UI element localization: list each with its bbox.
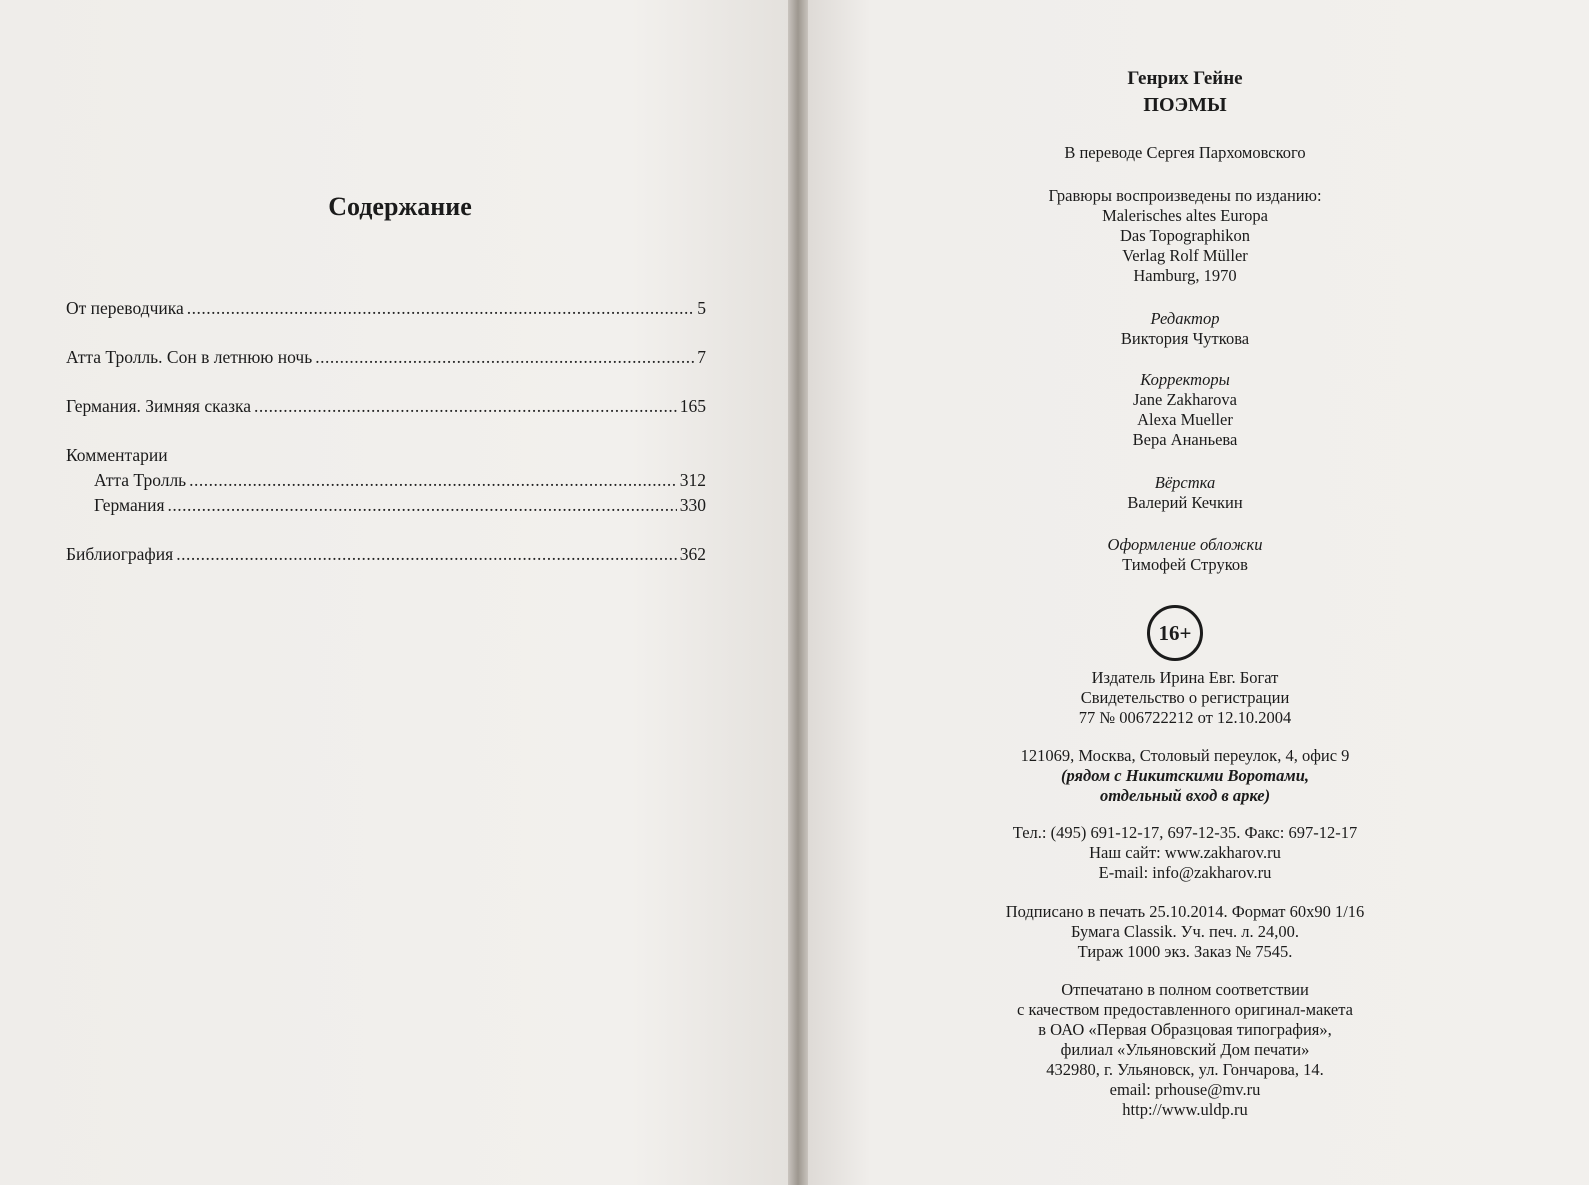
person-name: Jane Zakharova xyxy=(1133,390,1237,409)
contact-line: E-mail: info@zakharov.ru xyxy=(1098,863,1272,882)
toc-entry xyxy=(66,298,706,322)
engravings-line: Verlag Rolf Müller xyxy=(1122,246,1248,265)
person-name: Валерий Кечкин xyxy=(1127,493,1243,512)
toc-entry-page: 7 xyxy=(697,347,706,367)
printer-line: http://www.uldp.ru xyxy=(1122,1100,1248,1119)
printer-line: филиал «Ульяновский Дом печати» xyxy=(1060,1040,1310,1059)
toc-leader-dots xyxy=(176,544,677,565)
toc-entry xyxy=(94,495,706,519)
comments-heading: Комментарии xyxy=(66,445,168,465)
proofreaders-credit xyxy=(960,370,1410,450)
toc-entry-label: Атта Тролль xyxy=(94,470,187,490)
role-label: Оформление обложки xyxy=(1107,535,1263,554)
toc-entry xyxy=(66,544,706,568)
toc-entry-label: Библиография xyxy=(66,544,174,564)
translation-credit: В переводе Сергея Пархомовского xyxy=(1064,143,1306,162)
address-note: отдельный вход в арке) xyxy=(1099,786,1271,805)
engravings-line: Гравюры воспроизведены по изданию: xyxy=(1048,186,1322,205)
engravings-line: Das Topographikon xyxy=(1119,226,1251,245)
role-label: Вёрстка xyxy=(1154,473,1216,492)
person-name: Alexa Mueller xyxy=(1137,410,1233,429)
person-name: Виктория Чуткова xyxy=(1120,329,1250,348)
address-block xyxy=(960,746,1410,806)
print-info-line: Тираж 1000 экз. Заказ № 7545. xyxy=(1077,942,1293,961)
toc-entry-page: 362 xyxy=(679,544,706,564)
book-spine xyxy=(788,0,808,1185)
print-info-line: Бумага Classik. Уч. печ. л. 24,00. xyxy=(1070,922,1300,941)
printer-line: email: prhouse@mv.ru xyxy=(1109,1080,1261,1099)
toc-entry-label: Германия. Зимняя сказка xyxy=(66,396,252,416)
toc-entry xyxy=(66,347,706,371)
publisher-line: Издатель Ирина Евг. Богат xyxy=(1091,668,1279,687)
publisher-line: Свидетельство о регистрации xyxy=(1080,688,1290,707)
person-name: Тимофей Струков xyxy=(1122,555,1248,574)
toc-entry-label: От переводчика xyxy=(66,298,184,318)
printer-line: Отпечатано в полном соответствии xyxy=(1061,980,1309,999)
engravings-credit xyxy=(960,186,1410,286)
address-line: 121069, Москва, Столовый переулок, 4, офис 9 xyxy=(1020,746,1350,765)
toc-entry-page: 330 xyxy=(679,495,706,515)
toc-entry xyxy=(94,470,706,494)
printer-line: 432980, г. Ульяновск, ул. Гончарова, 14. xyxy=(1046,1060,1324,1079)
toc-entry-label: Германия xyxy=(94,495,165,515)
contact-line: Наш сайт: www.zakharov.ru xyxy=(1089,843,1281,862)
engravings-line: Malerisches altes Europa xyxy=(1102,206,1268,225)
toc-leader-dots xyxy=(187,298,694,319)
author-name: Генрих Гейне xyxy=(1127,68,1243,89)
contents-title: Содержание xyxy=(328,192,472,221)
layout-credit xyxy=(960,473,1410,513)
toc-entry-label: Атта Тролль. Сон в летнюю ночь xyxy=(66,347,313,367)
person-name: Вера Ананьева xyxy=(1132,430,1238,449)
toc-leader-dots xyxy=(315,347,694,368)
age-rating-badge: 16+ xyxy=(1147,605,1203,661)
publisher-info xyxy=(960,668,1410,728)
printer-line: с качеством предоставленного оригинал-макета xyxy=(1017,1000,1353,1019)
left-page xyxy=(0,0,788,1185)
toc-leader-dots xyxy=(189,470,677,491)
role-label: Корректоры xyxy=(1140,370,1230,389)
cover-credit xyxy=(960,535,1410,575)
engravings-line: Hamburg, 1970 xyxy=(1133,266,1237,285)
print-info-block xyxy=(960,902,1410,962)
printer-line: в ОАО «Первая Образцовая типография», xyxy=(1038,1020,1332,1039)
toc-entry-page: 312 xyxy=(679,470,706,490)
book-title: ПОЭМЫ xyxy=(1143,94,1227,116)
print-info-line: Подписано в печать 25.10.2014. Формат 60x90 1/16 xyxy=(1005,902,1365,921)
contact-line: Тел.: (495) 691-12-17, 697-12-35. Факс: 697-12-17 xyxy=(1012,823,1358,842)
address-note: (рядом с Никитскими Воротами, xyxy=(1060,766,1309,785)
toc-entry-page: 165 xyxy=(679,396,706,416)
role-label: Редактор xyxy=(1150,309,1220,328)
toc-entry-page: 5 xyxy=(697,298,706,318)
toc-entry xyxy=(66,396,706,420)
toc-leader-dots xyxy=(254,396,677,417)
editor-credit xyxy=(960,309,1410,349)
toc-leader-dots xyxy=(168,495,677,516)
printer-block xyxy=(960,980,1410,1120)
contacts-block xyxy=(960,823,1410,883)
publisher-line: 77 № 006722212 от 12.10.2004 xyxy=(1078,708,1292,727)
